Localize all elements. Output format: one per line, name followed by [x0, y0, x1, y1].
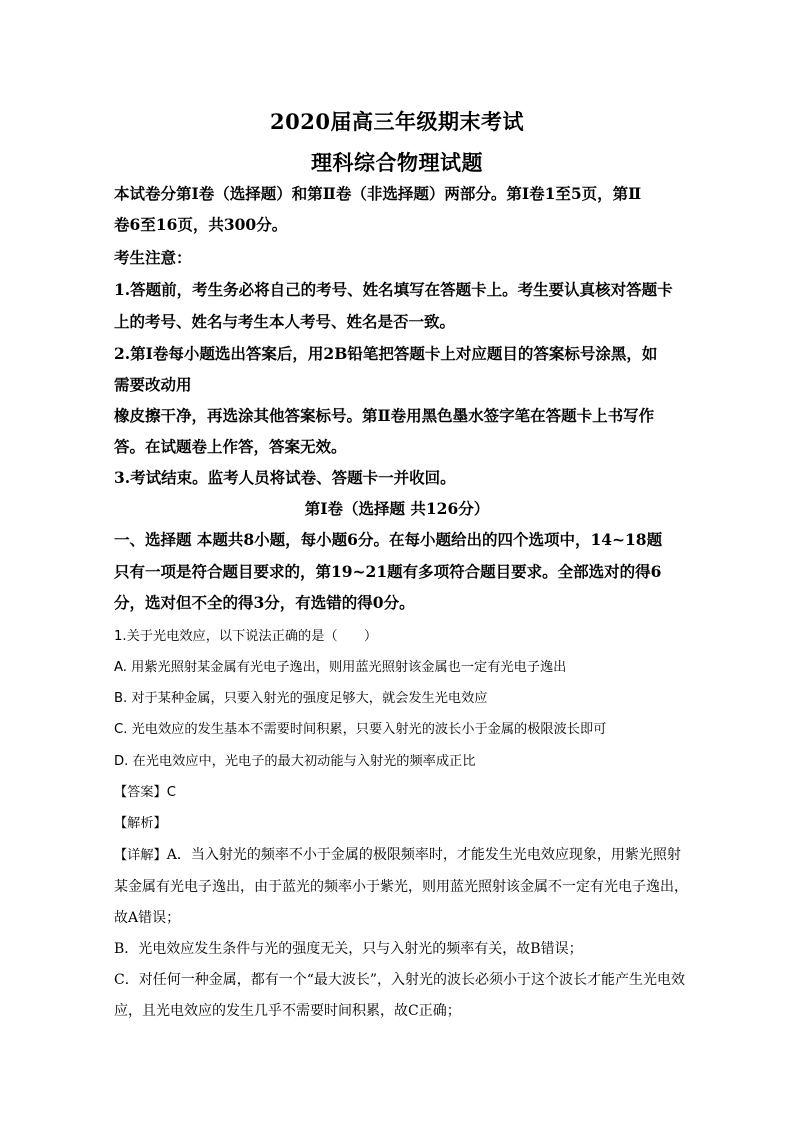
question-1-option-c: C. 光电效应的发生基本不需要时间积累，只要入射光的波长小于金属的极限波长即可 — [114, 722, 607, 737]
notice-heading: 考生注意： — [114, 248, 192, 267]
notice-item-3: 3.考试结束。监考人员将试卷、答题卡一并收回。 — [114, 468, 456, 487]
question-1-option-d: D. 在光电效应中，光电子的最大初动能与入射光的频率成正比 — [114, 754, 476, 769]
notice-item-2-line-4: 答。在试题卷上作答，答案无效。 — [114, 437, 347, 456]
notice-item-2-line-2: 需要改动用 — [114, 375, 192, 394]
notice-item-1-line-1: 1.答题前，考生务必将自己的考号、姓名填写在答题卡上。考生要认真核对答题卡 — [114, 280, 673, 299]
notice-item-2-line-3: 橡皮擦干净，再选涂其他答案标号。第Ⅱ卷用黑色墨水签字笔在答题卡上书写作 — [114, 406, 655, 425]
section-title: 第Ⅰ卷（选择题 共126分） — [304, 499, 490, 518]
section-instructions-line-2: 只有一项是符合题目要求的，第19~21题有多项符合题目要求。全部选对的得6 — [114, 562, 662, 581]
detail-line-4: B．光电效应发生条件与光的强度无关，只与入射光的频率有关，故B错误； — [114, 941, 583, 957]
notice-item-1-line-2: 上的考号、姓名与考生本人考号、姓名是否一致。 — [114, 312, 456, 331]
detail-line-3: 故A错误； — [114, 910, 181, 926]
question-1-stem: 1.关于光电效应，以下说法正确的是（ ） — [114, 629, 378, 644]
notice-item-2-line-1: 2.第Ⅰ卷每小题选出答案后，用2B铅笔把答题卡上对应题目的答案标号涂黑，如 — [114, 344, 658, 363]
detail-line-6: 应，且光电效应的发生几乎不需要时间积累，故C正确； — [114, 1003, 461, 1019]
section-instructions-line-1: 一、选择题 本题共8小题，每小题6分。在每小题给出的四个选项中，14~18题 — [114, 530, 663, 549]
exam-title: 2020届高三年级期末考试 — [270, 109, 524, 134]
question-1-option-a: A. 用紫光照射某金属有光电子逸出，则用蓝光照射该金属也一定有光电子逸出 — [114, 660, 567, 675]
answer-label: 【答案】 — [114, 785, 167, 800]
detail-label: 【详解】 — [114, 848, 167, 863]
detail-line-1 — [114, 844, 694, 864]
exam-subtitle: 理科综合物理试题 — [311, 150, 483, 175]
detail-line-5: C．对任何一种金属，都有一个“最大波长”，入射光的波长必须小于这个波长才能产生光电效 — [114, 972, 686, 988]
detail-line-2: 某金属有光电子逸出，由于蓝光的频率小于紫光，则用蓝光照射该金属不一定有光电子逸出， — [114, 879, 688, 895]
answer-line — [114, 781, 694, 800]
section-instructions-line-3: 分，选对但不全的得3分，有选错的得0分。 — [114, 593, 415, 612]
intro-line-1: 本试卷分第Ⅰ卷（选择题）和第Ⅱ卷（非选择题）两部分。第Ⅰ卷1至5页，第Ⅱ — [114, 184, 642, 203]
analysis-label: 【解析】 — [114, 816, 167, 831]
question-1-option-b: B. 对于某种金属，只要入射光的强度足够大，就会发生光电效应 — [114, 691, 488, 706]
detail-line-1-text: A．当入射光的频率不小于金属的极限频率时，才能发生光电效应现象，用紫光照射 — [166, 847, 681, 863]
intro-line-2: 卷6至16页，共300分。 — [114, 215, 288, 234]
answer-value: C — [166, 785, 176, 800]
